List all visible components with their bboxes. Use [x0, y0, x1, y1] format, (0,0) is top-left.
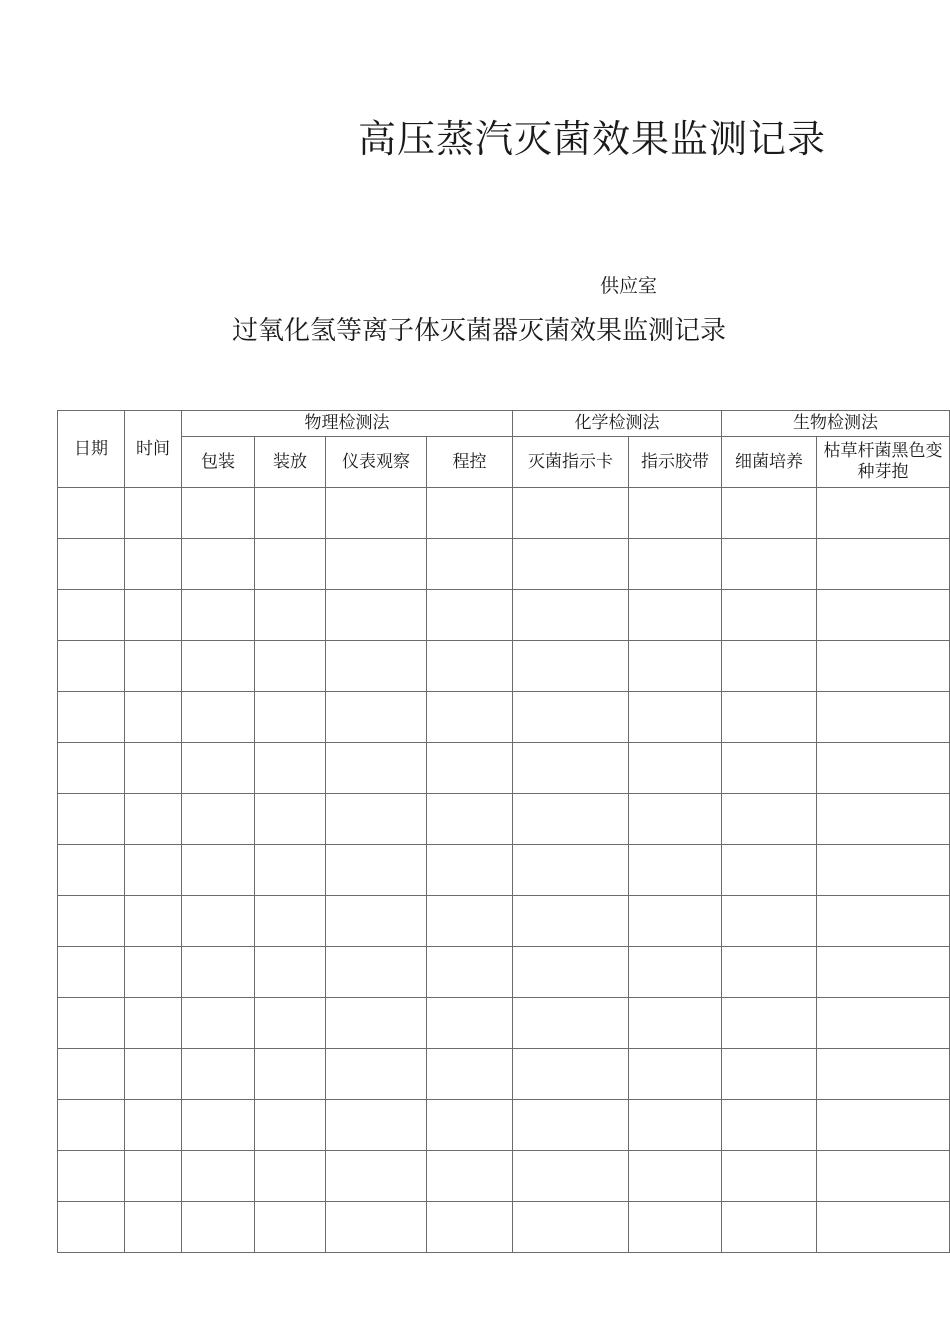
table-cell — [326, 641, 427, 692]
sub-title: 过氧化氢等离子体灭菌器灭菌效果监测记录 — [232, 316, 727, 346]
table-cell — [255, 590, 326, 641]
table-cell — [125, 1100, 182, 1151]
table-cell — [722, 539, 817, 590]
table-cell — [255, 1202, 326, 1253]
table-cell — [513, 845, 629, 896]
table-cell — [427, 998, 513, 1049]
table-cell — [427, 1100, 513, 1151]
table-cell — [182, 1151, 255, 1202]
table-cell — [326, 794, 427, 845]
table-cell — [255, 488, 326, 539]
table-row — [58, 743, 950, 794]
table-cell — [326, 743, 427, 794]
table-cell — [629, 539, 722, 590]
table-cell — [722, 488, 817, 539]
table-cell — [629, 1049, 722, 1100]
table-cell — [513, 590, 629, 641]
table-cell — [125, 845, 182, 896]
table-row — [58, 641, 950, 692]
table-cell — [326, 488, 427, 539]
table-cell — [817, 1202, 950, 1253]
table-cell — [427, 1151, 513, 1202]
header-row-groups — [58, 411, 950, 437]
table-cell — [629, 641, 722, 692]
table-cell — [722, 794, 817, 845]
table-cell — [513, 947, 629, 998]
table-cell — [629, 896, 722, 947]
table-cell — [255, 1049, 326, 1100]
table-cell — [58, 692, 125, 743]
table-cell — [722, 1049, 817, 1100]
header-program-control: 程控 — [427, 437, 513, 488]
table-cell — [817, 1100, 950, 1151]
table-cell — [817, 1151, 950, 1202]
table-cell — [125, 488, 182, 539]
table-cell — [182, 488, 255, 539]
table-row — [58, 998, 950, 1049]
table-cell — [58, 1100, 125, 1151]
table-cell — [326, 845, 427, 896]
table-row — [58, 896, 950, 947]
table-row — [58, 692, 950, 743]
table-cell — [125, 641, 182, 692]
header-bacillus-spores: 枯草杆菌黑色变种芽抱 — [817, 437, 950, 488]
table-cell — [427, 590, 513, 641]
header-date: 日期 — [58, 411, 125, 488]
table-cell — [722, 641, 817, 692]
table-row — [58, 845, 950, 896]
main-title: 高压蒸汽灭菌效果监测记录 — [358, 117, 827, 161]
table-cell — [629, 947, 722, 998]
table-cell — [427, 1049, 513, 1100]
table-cell — [513, 641, 629, 692]
table-cell — [427, 845, 513, 896]
table-cell — [427, 692, 513, 743]
record-body — [58, 488, 950, 1253]
table-cell — [427, 896, 513, 947]
table-cell — [427, 1202, 513, 1253]
table-cell — [817, 590, 950, 641]
table-row — [58, 488, 950, 539]
table-cell — [58, 845, 125, 896]
table-cell — [255, 743, 326, 794]
table-cell — [513, 1049, 629, 1100]
table-cell — [326, 1202, 427, 1253]
table-cell — [326, 998, 427, 1049]
table-cell — [182, 794, 255, 845]
table-cell — [58, 896, 125, 947]
table-cell — [629, 692, 722, 743]
table-cell — [722, 743, 817, 794]
table-row — [58, 1202, 950, 1253]
table-cell — [125, 794, 182, 845]
table-cell — [326, 692, 427, 743]
table-cell — [182, 1100, 255, 1151]
table-row — [58, 1151, 950, 1202]
header-physical-method: 物理检测法 — [182, 411, 513, 437]
table-cell — [326, 1151, 427, 1202]
table-cell — [427, 641, 513, 692]
table-cell — [722, 947, 817, 998]
table-cell — [629, 845, 722, 896]
table-cell — [629, 1151, 722, 1202]
table-cell — [326, 539, 427, 590]
table-cell — [513, 1100, 629, 1151]
table-cell — [255, 896, 326, 947]
header-chemical-method: 化学检测法 — [513, 411, 722, 437]
table-cell — [326, 896, 427, 947]
table-cell — [182, 896, 255, 947]
table-cell — [722, 590, 817, 641]
header-row-columns — [58, 437, 950, 488]
table-cell — [722, 692, 817, 743]
table-row — [58, 1049, 950, 1100]
table-cell — [817, 1049, 950, 1100]
table-cell — [629, 488, 722, 539]
table-cell — [629, 1202, 722, 1253]
table-cell — [58, 1151, 125, 1202]
table-cell — [629, 998, 722, 1049]
table-cell — [722, 998, 817, 1049]
table-cell — [125, 947, 182, 998]
table-cell — [182, 692, 255, 743]
table-cell — [513, 794, 629, 845]
table-cell — [255, 1151, 326, 1202]
table-cell — [58, 794, 125, 845]
table-cell — [255, 947, 326, 998]
table-cell — [255, 998, 326, 1049]
table-cell — [629, 590, 722, 641]
table-cell — [182, 998, 255, 1049]
table-cell — [629, 743, 722, 794]
header-time: 时间 — [125, 411, 182, 488]
table-cell — [629, 1100, 722, 1151]
table-cell — [255, 692, 326, 743]
table-cell — [326, 590, 427, 641]
table-cell — [629, 794, 722, 845]
table-cell — [513, 1202, 629, 1253]
table-cell — [513, 539, 629, 590]
table-cell — [125, 743, 182, 794]
table-cell — [427, 488, 513, 539]
table-cell — [255, 794, 326, 845]
table-cell — [58, 947, 125, 998]
table-cell — [125, 1202, 182, 1253]
header-indicator-tape: 指示胶带 — [629, 437, 722, 488]
table-cell — [722, 896, 817, 947]
table-cell — [58, 590, 125, 641]
table-cell — [817, 998, 950, 1049]
table-cell — [817, 692, 950, 743]
header-bacteria-culture: 细菌培养 — [722, 437, 817, 488]
table-cell — [255, 641, 326, 692]
table-cell — [58, 1202, 125, 1253]
table-cell — [817, 845, 950, 896]
table-row — [58, 590, 950, 641]
table-cell — [182, 590, 255, 641]
table-cell — [125, 692, 182, 743]
table-row — [58, 539, 950, 590]
table-cell — [58, 641, 125, 692]
table-cell — [427, 794, 513, 845]
table-cell — [58, 539, 125, 590]
table-cell — [817, 947, 950, 998]
table-cell — [182, 1049, 255, 1100]
table-cell — [125, 1049, 182, 1100]
table-cell — [182, 845, 255, 896]
header-indicator-card: 灭菌指示卡 — [513, 437, 629, 488]
table-cell — [58, 488, 125, 539]
table-cell — [817, 794, 950, 845]
table-cell — [513, 1151, 629, 1202]
table-cell — [817, 743, 950, 794]
table-cell — [513, 692, 629, 743]
table-cell — [427, 539, 513, 590]
department-label: 供应室 — [600, 275, 658, 297]
table-cell — [125, 590, 182, 641]
header-instrument-observation: 仪表观察 — [326, 437, 427, 488]
table-cell — [58, 743, 125, 794]
table-cell — [722, 845, 817, 896]
table-cell — [182, 947, 255, 998]
table-cell — [182, 641, 255, 692]
table-cell — [513, 488, 629, 539]
header-packaging: 包装 — [182, 437, 255, 488]
table-cell — [326, 947, 427, 998]
table-cell — [722, 1100, 817, 1151]
table-cell — [58, 1049, 125, 1100]
table-cell — [255, 1100, 326, 1151]
table-cell — [722, 1202, 817, 1253]
table-cell — [722, 1151, 817, 1202]
table-cell — [182, 1202, 255, 1253]
table-cell — [255, 539, 326, 590]
table-cell — [817, 896, 950, 947]
table-cell — [513, 998, 629, 1049]
table-cell — [125, 998, 182, 1049]
header-biological-method: 生物检测法 — [722, 411, 950, 437]
table-cell — [125, 1151, 182, 1202]
table-cell — [326, 1049, 427, 1100]
table-cell — [513, 743, 629, 794]
table-cell — [817, 641, 950, 692]
header-loading: 装放 — [255, 437, 326, 488]
monitoring-record-table — [57, 410, 950, 1253]
table-cell — [427, 743, 513, 794]
table-row — [58, 947, 950, 998]
table-cell — [817, 539, 950, 590]
table-cell — [513, 896, 629, 947]
table-row — [58, 1100, 950, 1151]
table-cell — [182, 539, 255, 590]
table-cell — [255, 845, 326, 896]
table-cell — [326, 1100, 427, 1151]
table-cell — [427, 947, 513, 998]
table-cell — [182, 743, 255, 794]
table-cell — [817, 488, 950, 539]
table-cell — [125, 539, 182, 590]
table-cell — [125, 896, 182, 947]
table-row — [58, 794, 950, 845]
table-cell — [58, 998, 125, 1049]
